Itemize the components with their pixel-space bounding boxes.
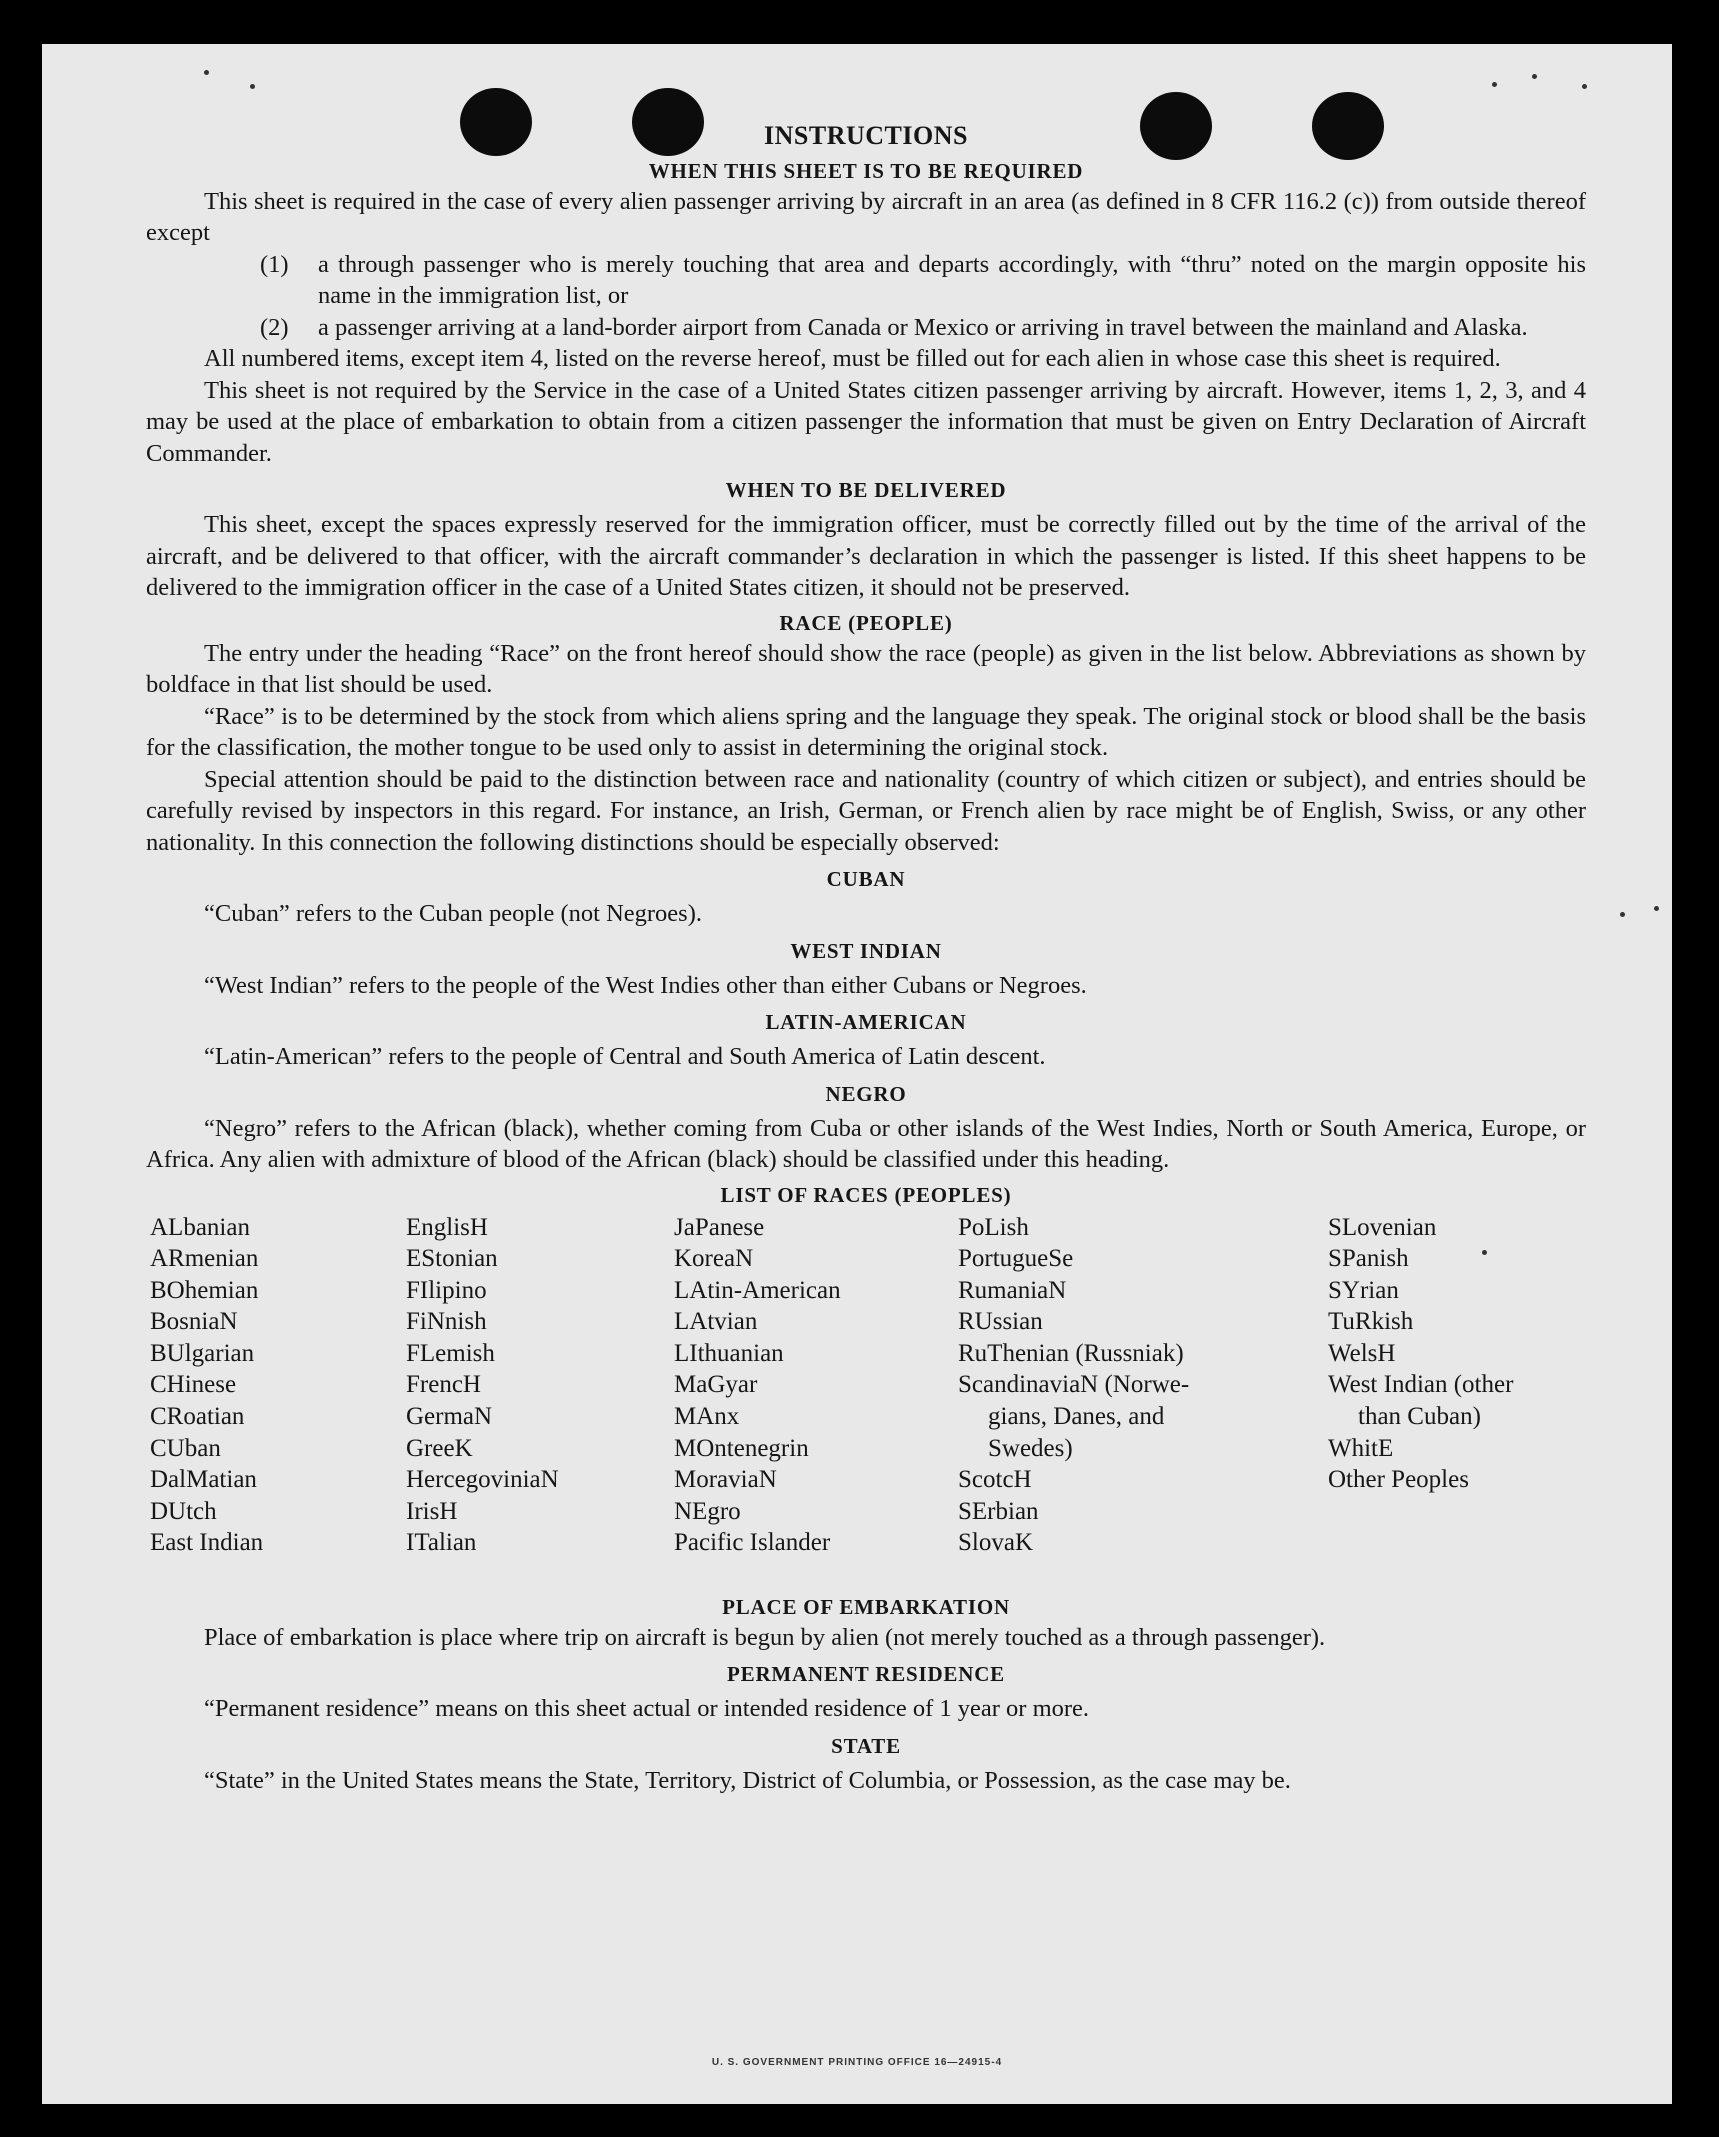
race-item: RUssian <box>958 1308 1043 1336</box>
race-item: GreeK <box>406 1434 473 1462</box>
race-item: CHinese <box>150 1371 237 1399</box>
section-heading: WHEN THIS SHEET IS TO BE REQUIRED <box>648 158 1084 183</box>
section-heading: NEGRO <box>825 1081 907 1106</box>
paragraph: This sheet is not required by the Service in the case of a United States citizen passenger arriving by aircraft. However, items 1, 2, 3, and 4 may be used at the place of embarkation to obtain from a citizen passenger the information that must be given on Entry Declaration of Aircraft Commander. <box>146 376 1586 467</box>
race-item: West Indian (other <box>1328 1371 1514 1399</box>
race-item: DalMatian <box>150 1466 257 1494</box>
speck <box>1532 74 1537 79</box>
section-heading: STATE <box>831 1733 901 1758</box>
race-item: Other Peoples <box>1328 1466 1469 1494</box>
race-item: FiNnish <box>406 1308 487 1336</box>
race-item: ALbanian <box>150 1213 250 1241</box>
race-item: Swedes) <box>988 1434 1073 1462</box>
race-item: LIthuanian <box>674 1339 784 1367</box>
race-item: HercegoviniaN <box>406 1466 559 1494</box>
race-item: Pacific Islander <box>674 1529 831 1557</box>
race-item: RuThenian (Russniak) <box>958 1339 1184 1367</box>
race-item: CUban <box>150 1434 221 1462</box>
race-item: EnglisH <box>406 1213 488 1241</box>
race-item: gians, Danes, and <box>988 1403 1165 1431</box>
section-heading: PERMANENT RESIDENCE <box>727 1662 1005 1686</box>
race-item: FIlipino <box>406 1276 487 1304</box>
section-heading: LATIN-AMERICAN <box>765 1010 967 1034</box>
race-item: SPanish <box>1328 1245 1409 1273</box>
speck <box>1654 906 1659 911</box>
speck <box>204 70 209 75</box>
race-item: ARmenian <box>150 1245 259 1273</box>
paragraph: Special attention should be paid to the distinction between race and nationality (country of which citizen or subject), and entries should be carefully revised by inspectors in this regard. For instance, an Irish, German, or French alien by race might be of English, Swiss, or any other nationality. In this connection the following distinctions should be especially observed: <box>146 765 1586 856</box>
race-item: PortugueSe <box>958 1245 1074 1273</box>
section-heading: WHEN TO BE DELIVERED <box>725 478 1007 502</box>
race-item: MaGyar <box>674 1371 758 1399</box>
race-item: FLemish <box>406 1339 495 1367</box>
paragraph: “Latin-American” refers to the people of Central and South America of Latin descent. <box>204 1043 1046 1070</box>
paragraph: “Cuban” refers to the Cuban people (not Negroes). <box>204 900 702 927</box>
race-item: NEgro <box>674 1497 741 1525</box>
item-text: a passenger arriving at a land-border airport from Canada or Mexico or arriving in travel between the mainland and Alaska. <box>318 313 1528 341</box>
speck <box>1620 912 1625 917</box>
race-column <box>406 1212 559 1560</box>
race-item: ScandinaviaN (Norwe- <box>958 1371 1190 1399</box>
race-item: SYrian <box>1328 1276 1399 1304</box>
section-heading: CUBAN <box>826 867 906 891</box>
race-item: EStonian <box>406 1245 498 1273</box>
paragraph: “West Indian” refers to the people of the West Indies other than either Cubans or Negroes. <box>204 971 1087 999</box>
race-item: IrisH <box>406 1497 458 1525</box>
race-item: DUtch <box>150 1497 217 1525</box>
race-column <box>674 1212 841 1560</box>
race-item: LAtin-American <box>674 1276 841 1304</box>
race-item: MAnx <box>674 1403 740 1431</box>
paragraph: All numbered items, except item 4, listed on the reverse hereof, must be filled out for each alien in whose case this sheet is required. <box>204 345 1501 372</box>
race-list <box>146 1212 1586 1588</box>
race-item: ScotcH <box>958 1466 1032 1494</box>
speck <box>1492 82 1497 87</box>
item-number: (2) <box>260 313 289 341</box>
paragraph: This sheet is required in the case of every alien passenger arriving by aircraft in an area (as defined in 8 CFR 116.2 (c)) from outside thereof except <box>146 187 1586 246</box>
item-number: (1) <box>260 250 289 278</box>
speck <box>250 84 255 89</box>
race-item: CRoatian <box>150 1403 245 1431</box>
race-item: SErbian <box>958 1497 1039 1525</box>
paragraph: The entry under the heading “Race” on the front hereof should show the race (people) as given in the list below. Abbreviations as shown by boldface in that list should be used. <box>146 639 1586 698</box>
paragraph: “State” in the United States means the State, Territory, District of Columbia, or Possession, as the case may be. <box>204 1766 1291 1794</box>
race-item: BOhemian <box>150 1276 259 1304</box>
race-item: BUlgarian <box>150 1339 255 1367</box>
race-item: East Indian <box>150 1529 264 1557</box>
section-heading: WEST INDIAN <box>790 938 942 963</box>
race-item: WhitE <box>1328 1434 1394 1462</box>
page-title: INSTRUCTIONS <box>764 121 968 150</box>
instructions-text <box>146 120 1586 1796</box>
paragraph: This sheet, except the spaces expressly reserved for the immigration officer, must be correctly filled out by the time of the arrival of the aircraft, and be delivered to that officer, with the aircraft commander’s declaration in which the passenger is listed. If this sheet happens to be delivered to the immigration officer in the case of a United States citizen, it should not be preserved. <box>146 511 1586 601</box>
race-item: than Cuban) <box>1358 1403 1481 1431</box>
race-item: SlovaK <box>958 1529 1033 1557</box>
race-item: GermaN <box>406 1403 493 1431</box>
race-item: WelsH <box>1328 1339 1396 1367</box>
section-heading: LIST OF RACES (PEOPLES) <box>720 1182 1012 1207</box>
paragraph: “Permanent residence” means on this sheet actual or intended residence of 1 year or more. <box>204 1695 1090 1722</box>
section-heading: PLACE OF EMBARKATION <box>722 1594 1010 1619</box>
race-column <box>958 1212 1189 1560</box>
race-item: PoLish <box>958 1213 1029 1241</box>
race-item: RumaniaN <box>958 1276 1067 1304</box>
paragraph: Place of embarkation is place where trip on aircraft is begun by alien (not merely touched as a through passenger). <box>204 1623 1326 1651</box>
race-item: MoraviaN <box>674 1466 777 1494</box>
section-heading: RACE (PEOPLE) <box>779 610 953 635</box>
race-item: MOntenegrin <box>674 1434 809 1462</box>
race-item: BosniaN <box>150 1308 238 1336</box>
race-item: ITalian <box>406 1529 477 1557</box>
race-item: KoreaN <box>674 1245 754 1273</box>
speck <box>1582 84 1587 89</box>
race-item: TuRkish <box>1328 1308 1414 1336</box>
race-column <box>150 1212 263 1560</box>
document-sheet <box>42 44 1672 2104</box>
paragraph: “Race” is to be determined by the stock from which aliens spring and the language they speak. The original stock or blood shall be the basis for the classification, the mother tongue to be used only to assist in determining the original stock. <box>146 702 1586 761</box>
paragraph: “Negro” refers to the African (black), whether coming from Cuba or other islands of the West Indies, North or South America, Europe, or Africa. Any alien with admixture of blood of the African (black) should be classified under this heading. <box>146 1114 1586 1173</box>
numbered-item <box>146 312 1586 344</box>
race-item: FrencH <box>406 1371 481 1399</box>
race-column <box>1328 1212 1513 1496</box>
race-item: JaPanese <box>674 1213 765 1241</box>
race-item: SLovenian <box>1328 1213 1437 1241</box>
item-text: a through passenger who is merely touching that area and departs accordingly, with “thru” noted on the margin opposite his name in the immigration list, or <box>318 250 1586 309</box>
printer-imprint: U. S. GOVERNMENT PRINTING OFFICE 16—24915-4 <box>711 2057 1003 2068</box>
race-item: LAtvian <box>674 1308 758 1336</box>
numbered-item <box>146 249 1586 312</box>
